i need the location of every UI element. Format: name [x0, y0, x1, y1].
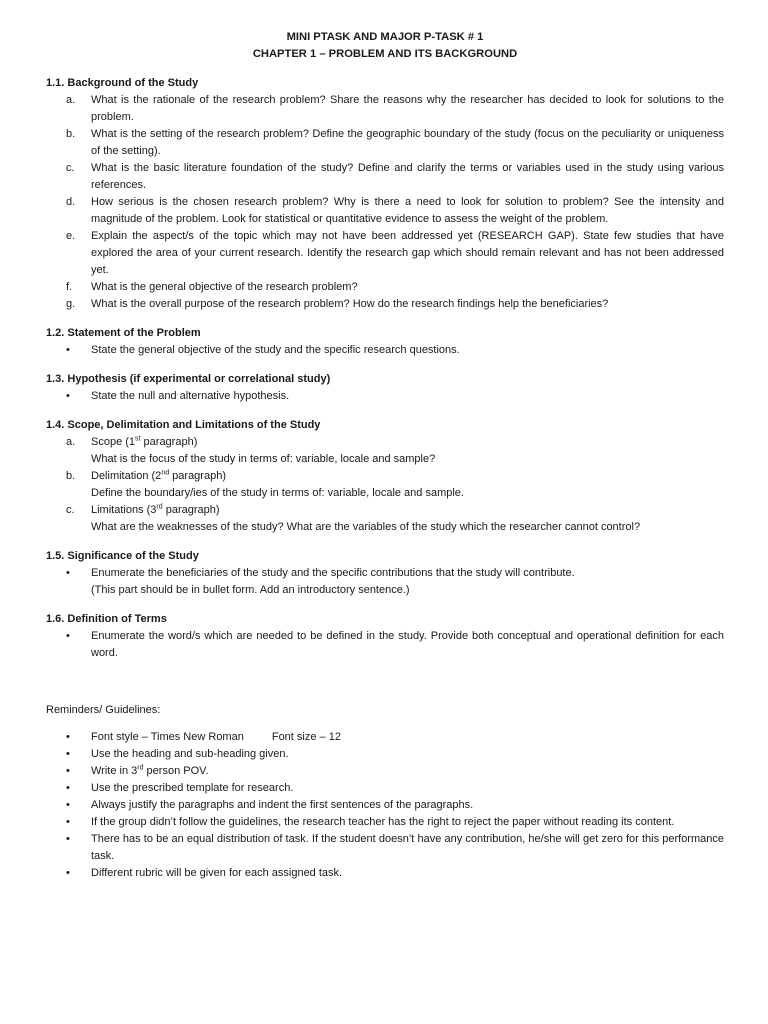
list-item — [46, 468, 724, 485]
list-text: Explain the aspect/s of the topic which may not have been addressed yet (RESEARCH GAP). State few studies that have explored the area of your current research. Identify the research gap which should remain relevant and has not been addressed yet. — [91, 230, 724, 276]
bullet-text: Use the prescribed template for research. — [91, 782, 294, 794]
list-marker: f. — [66, 281, 73, 293]
bullet-text: Different rubric will be given for each assigned task. — [91, 867, 343, 879]
list-item — [46, 160, 724, 194]
bullet-text: State the general objective of the study and the specific research questions. — [91, 344, 460, 356]
bullet-icon: • — [66, 567, 70, 579]
bullet-text: If the group didn’t follow the guidelines, the research teacher has the right to reject the paper without reading its content. — [91, 816, 675, 828]
list-marker: b. — [66, 470, 76, 482]
bullet-text: Enumerate the beneficiaries of the study and the specific contributions that the study will contribute. — [91, 567, 575, 579]
list-item — [46, 279, 724, 296]
document-page — [46, 29, 724, 882]
s11-list — [46, 92, 724, 313]
chapter-title: CHAPTER 1 – PROBLEM AND ITS BACKGROUND — [252, 48, 518, 60]
bullet-item — [46, 865, 724, 882]
bullet-icon: • — [66, 799, 70, 811]
bullet-item — [46, 814, 724, 831]
reminders-heading: Reminders/ Guidelines: — [46, 704, 161, 716]
bullet-icon: • — [66, 731, 70, 743]
sub-text: What is the focus of the study in terms of: variable, locale and sample? — [91, 453, 436, 465]
bullet-icon: • — [66, 782, 70, 794]
list-marker: c. — [66, 504, 75, 516]
list-item — [46, 502, 724, 519]
bullet-text: Write in 3rd person POV. — [91, 764, 209, 777]
section-heading-1-6: 1.6. Definition of Terms — [46, 613, 167, 625]
section-heading-1-1: 1.1. Background of the Study — [46, 77, 199, 89]
bullet-icon: • — [66, 630, 70, 642]
document-title: MINI PTASK AND MAJOR P-TASK # 1 — [286, 31, 484, 43]
section-heading-1-2: 1.2. Statement of the Problem — [46, 327, 201, 339]
list-text: What is the rationale of the research problem? Share the reasons why the researcher has decided to look for solutions to the problem. — [91, 94, 724, 123]
bullet-text: Always justify the paragraphs and indent the first sentences of the paragraphs. — [91, 799, 474, 811]
list-text: How serious is the chosen research problem? Why is there a need to look for solution to problem? See the intensity and magnitude of the problem. Look for statistical or quantitative evidence to assess the weight of the problem. — [91, 196, 724, 225]
list-marker: g. — [66, 298, 76, 310]
bullet-icon: • — [66, 867, 70, 879]
list-item — [46, 228, 724, 279]
reminders-list — [46, 729, 724, 882]
list-text: What is the setting of the research problem? Define the geographic boundary of the study (focus on the peculiarity or uniqueness of the setting). — [91, 128, 724, 157]
list-marker: b. — [66, 128, 76, 140]
list-text: Limitations (3rd paragraph) — [91, 503, 220, 516]
section-heading-1-3: 1.3. Hypothesis (if experimental or correlational study) — [46, 373, 331, 385]
list-item — [46, 194, 724, 228]
sub-text: (This part should be in bullet form. Add an introductory sentence.) — [91, 584, 410, 596]
list-item — [46, 126, 724, 160]
list-marker: c. — [66, 162, 75, 174]
bullet-icon: • — [66, 748, 70, 760]
list-item — [46, 296, 724, 313]
bullet-text: There has to be an equal distribution of task. If the student doesn’t have any contribution, he/she will get zero for this performance task. — [91, 833, 724, 862]
bullet-icon: • — [66, 765, 70, 777]
bullet-text: Enumerate the word/s which are needed to be defined in the study. Provide both conceptual and operational definition for each word. — [91, 630, 724, 659]
bullet-item — [46, 780, 724, 797]
bullet-item — [46, 746, 724, 763]
bullet-text: Font style – Times New Roman Font size – 12 — [91, 731, 341, 743]
bullet-icon: • — [66, 344, 70, 356]
list-marker: a. — [66, 436, 76, 448]
bullet-text: Use the heading and sub-heading given. — [91, 748, 289, 760]
list-text: Delimitation (2nd paragraph) — [91, 469, 226, 482]
list-text: What is the general objective of the research problem? — [91, 281, 358, 293]
bullet-item — [46, 565, 724, 582]
bullet-item — [46, 342, 724, 359]
bullet-item — [46, 388, 724, 405]
list-text: Scope (1st paragraph) — [91, 435, 198, 448]
bullet-text: State the null and alternative hypothesis. — [91, 390, 290, 402]
list-marker: e. — [66, 230, 76, 242]
bullet-item — [46, 729, 724, 746]
list-marker: a. — [66, 94, 76, 106]
bullet-icon: • — [66, 390, 70, 402]
bullet-item — [46, 797, 724, 814]
list-text: What is the basic literature foundation of the study? Define and clarify the terms or variables used in the study using various references. — [91, 162, 724, 191]
bullet-icon: • — [66, 833, 70, 845]
bullet-icon: • — [66, 816, 70, 828]
list-item — [46, 434, 724, 451]
sub-text: What are the weaknesses of the study? What are the variables of the study which the researcher cannot control? — [91, 521, 641, 533]
section-heading-1-5: 1.5. Significance of the Study — [46, 550, 199, 562]
bullet-item — [46, 763, 724, 780]
section-heading-1-4: 1.4. Scope, Delimitation and Limitations of the Study — [46, 419, 321, 431]
list-item — [46, 92, 724, 126]
list-text: What is the overall purpose of the research problem? How do the research findings help the beneficiaries? — [91, 298, 609, 310]
list-marker: d. — [66, 196, 76, 208]
bullet-item — [46, 831, 724, 865]
sub-text: Define the boundary/ies of the study in terms of: variable, locale and sample. — [91, 487, 464, 499]
bullet-item — [46, 628, 724, 662]
